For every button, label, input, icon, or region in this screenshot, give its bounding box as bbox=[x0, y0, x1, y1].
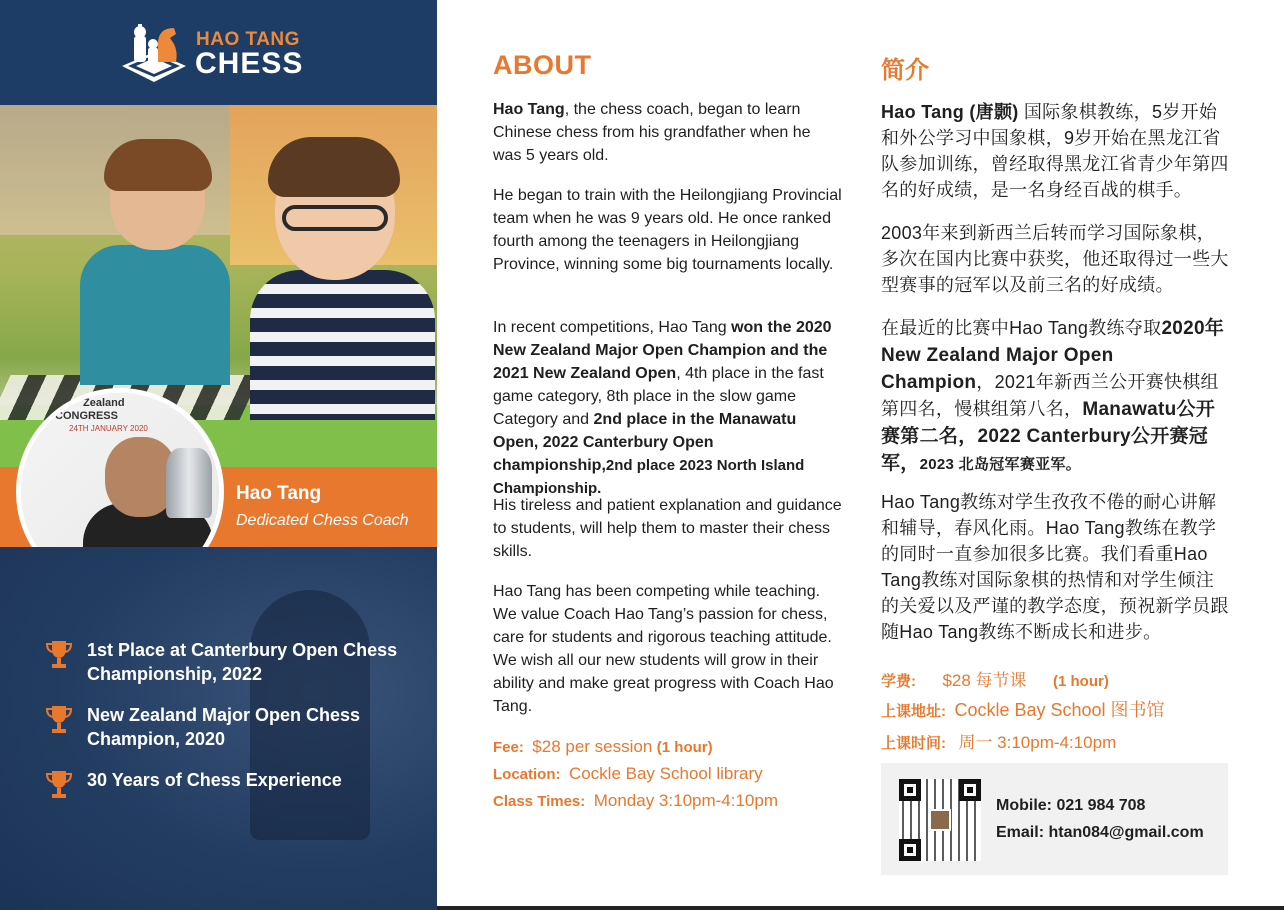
portrait-banner-text: CONGRESS bbox=[55, 410, 118, 422]
bottom-divider bbox=[437, 906, 1284, 910]
about-highlight: won the 2020 New Zealand Major Open Champion and the 2021 New Zealand Open bbox=[493, 319, 832, 382]
trophy-icon bbox=[46, 704, 72, 736]
coach-title: Dedicated Chess Coach bbox=[236, 512, 409, 529]
trophy-icon bbox=[46, 639, 72, 671]
class-times-label: Class Times: bbox=[493, 793, 586, 810]
intro-cn-paragraph-3 bbox=[881, 315, 1231, 478]
fee-label: Fee: bbox=[493, 739, 524, 756]
intro-cn-heading: 简介 bbox=[881, 57, 929, 84]
trophy-cup-icon bbox=[166, 448, 212, 518]
portrait-banner-text: Zealand bbox=[83, 397, 125, 409]
fee-label-cn: 学费: bbox=[881, 673, 916, 690]
contact-email[interactable]: Email: htan084@gmail.com bbox=[996, 824, 1204, 841]
time-value-cn: 周一 3:10pm-4:10pm bbox=[958, 733, 1117, 752]
intro-cn-highlight: Manawatu公开赛第二名，2022 Canterbury公开赛冠军， bbox=[881, 399, 1216, 474]
about-text: , the chess coach, began to learn Chinese chess from his grandfather when he was 5 years old. bbox=[493, 101, 811, 164]
about-text: , 4th place in the fast game category, 8th place in the slow game Category and bbox=[493, 365, 824, 428]
class-times-value: Monday 3:10pm-4:10pm bbox=[593, 791, 779, 810]
achievement-text: New Zealand Major Open Chess Champion, 2020 bbox=[87, 705, 361, 749]
qr-avatar-icon bbox=[929, 809, 951, 831]
left-panel bbox=[0, 0, 437, 910]
location-value: Cockle Bay School library bbox=[568, 764, 763, 783]
fee-value: $28 per session bbox=[532, 737, 653, 756]
qr-code[interactable] bbox=[899, 779, 981, 861]
achievement-text: 1st Place at Canterbury Open Chess Championship, 2022 bbox=[87, 640, 398, 684]
about-highlight: 2nd place 2023 North Island Championship. bbox=[493, 457, 805, 497]
about-paragraph-2: He began to train with the Heilongjiang Provincial team when he was 9 years old. He once ranked fourth among the teenagers in Heilongjiang Province, winning some big tournaments locally. bbox=[493, 187, 842, 273]
fee-row bbox=[493, 737, 713, 757]
brand-name-top: HAO TANG bbox=[196, 29, 300, 50]
address-row-cn bbox=[881, 696, 1165, 722]
brand-name-bottom: CHESS bbox=[195, 47, 304, 80]
intro-cn-text: 国际象棋教练，5岁开始和外公学习中国象棋，9岁开始在黑龙江省队参加训练，曾经取得黑龙江省青少年第四名的好成绩，是一名身经百战的棋手。 bbox=[881, 102, 1229, 200]
intro-cn-paragraph-4: Hao Tang教练对学生孜孜不倦的耐心讲解和辅导，春风化雨。Hao Tang教练在教学的同时一直参加很多比赛。我们看重Hao Tang教练对国际象棋的热情和对学生倾注的关爱以及严谨的教学态度，预祝新学员跟随Hao Tang教练不断成长和进步。 bbox=[881, 492, 1229, 642]
intro-cn-text: ，2021年新西兰公开赛快棋组第四名，慢棋组第八名， bbox=[881, 372, 1219, 419]
intro-cn-highlight: 2023 北岛冠军赛亚军。 bbox=[919, 456, 1082, 473]
about-paragraph-1 bbox=[493, 98, 843, 167]
coach-name-inline: Hao Tang (唐颢) bbox=[881, 102, 1019, 122]
portrait-banner-date: 24TH JANUARY 2020 bbox=[69, 424, 148, 433]
coach-name: Hao Tang bbox=[236, 483, 322, 504]
intro-cn-text: 在最近的比赛中Hao Tang教练夺取 bbox=[881, 318, 1162, 338]
contact-box bbox=[881, 763, 1228, 875]
about-paragraph-3 bbox=[493, 316, 843, 500]
intro-cn-paragraph-2: 2003年来到新西兰后转而学习国际象棋，多次在国内比赛中获奖，他还取得过一些大型赛事的冠军以及前三名的好成绩。 bbox=[881, 223, 1229, 295]
chess-pieces-logo-icon bbox=[118, 22, 190, 88]
intro-cn-paragraph-1 bbox=[881, 99, 1231, 203]
about-paragraph-4: His tireless and patient explanation and guidance to students, will help them to master their chess skills. bbox=[493, 497, 842, 560]
contact-mobile[interactable]: Mobile: 021 984 708 bbox=[996, 797, 1146, 814]
achievement-text: 30 Years of Chess Experience bbox=[87, 770, 342, 790]
logo-header bbox=[0, 0, 437, 105]
fee-row-cn bbox=[881, 666, 1109, 691]
about-heading: ABOUT bbox=[493, 50, 592, 80]
fee-duration: (1 hour) bbox=[656, 739, 713, 756]
intro-cn-highlight: 2020年 New Zealand Major Open Champion bbox=[881, 318, 1225, 393]
class-times-row bbox=[493, 791, 778, 811]
coach-name-inline: Hao Tang bbox=[493, 101, 565, 118]
about-text: In recent competitions, Hao Tang bbox=[493, 319, 732, 336]
location-label: Location: bbox=[493, 766, 561, 783]
fee-value-cn: $28 每节课 bbox=[942, 671, 1027, 690]
time-label-cn: 上课时间: bbox=[881, 735, 946, 752]
trophy-icon bbox=[46, 769, 72, 801]
address-label-cn: 上课地址: bbox=[881, 703, 946, 720]
about-paragraph-5: Hao Tang has been competing while teaching. We value Coach Hao Tang’s passion for chess, care for students and rigorous teaching attitude. We wish all our new students will grow in their ability and make great progress with Coach Hao Tang. bbox=[493, 583, 834, 715]
address-value-cn: Cockle Bay School 图书馆 bbox=[954, 700, 1165, 720]
fee-duration-cn: (1 hour) bbox=[1053, 673, 1109, 690]
location-row bbox=[493, 764, 763, 784]
brand-logo bbox=[118, 22, 308, 88]
about-highlight: 2nd place in the Manawatu Open, 2022 Canterbury Open championship, bbox=[493, 411, 797, 474]
time-row-cn bbox=[881, 728, 1116, 753]
